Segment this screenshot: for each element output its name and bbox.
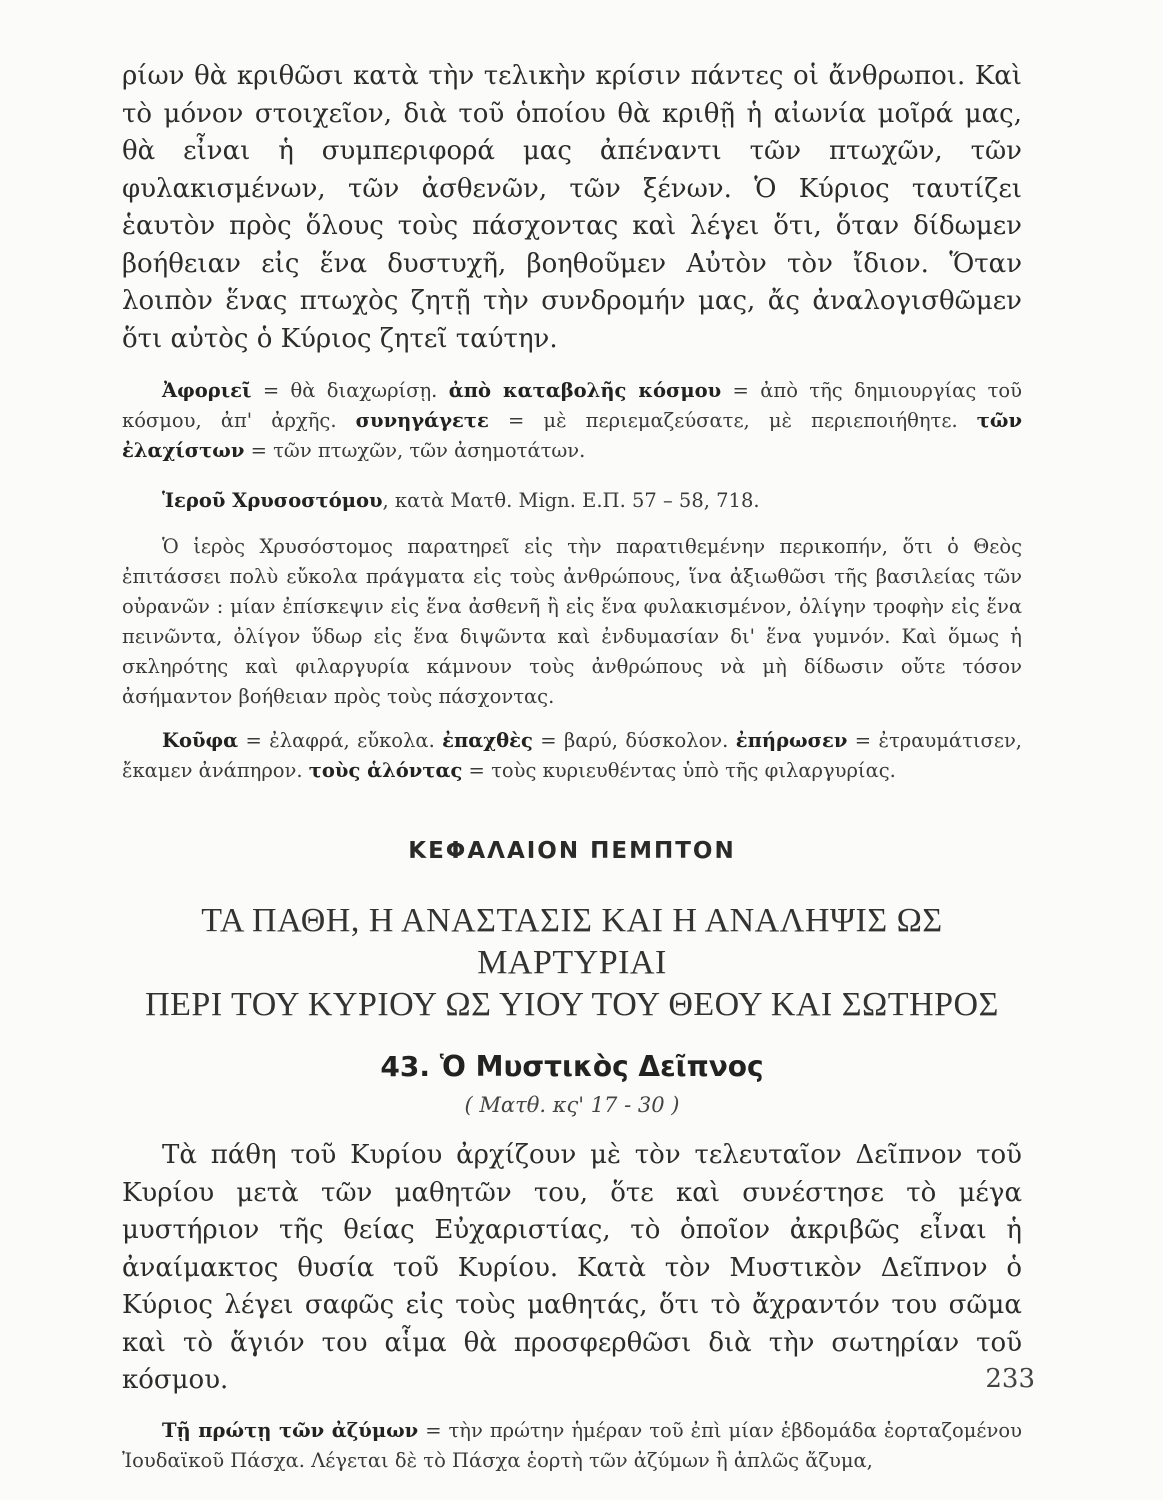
gloss-term: Ἀφοριεῖ <box>162 379 252 402</box>
page-number: 233 <box>985 1364 1035 1394</box>
gloss-definition: = μὲ περιεμαζεύσατε, μὲ περιεποιήθητε. <box>488 409 977 432</box>
gloss-term: ἐπαχθὲς <box>442 729 533 752</box>
gloss-definition: = ἀπὸ τῆς δημιουργίας τοῦ κόσμου, ἀπ' ἀρχῆς. <box>122 379 1022 432</box>
footnote-paragraph <box>122 1416 1022 1476</box>
gloss-term: ἐπήρωσεν <box>735 729 848 752</box>
section-title: 43. Ὁ Μυστικὸς Δεῖπνος <box>380 1050 764 1083</box>
chapter-title <box>122 900 1022 1026</box>
chapter-title-line-2: ΠΕΡΙ ΤΟΥ ΚΥΡΙΟΥ ΩΣ ΥΙΟΥ ΤΟΥ ΘΕΟΥ ΚΑΙ ΣΩΤΗΡΟΣ <box>145 986 999 1023</box>
gloss-definition: = τῶν πτωχῶν, τῶν ἀσημοτάτων. <box>244 439 586 462</box>
page-content <box>122 58 1022 1476</box>
gloss-definition: = τοὺς κυριευθέντας ὑπὸ τῆς φιλαργυρίας. <box>462 759 896 782</box>
chapter-label: ΚΕΦΑΛΑΙΟΝ ΠΕΜΠΤΟΝ <box>408 838 736 864</box>
note-definition: = τὴν πρώτην ἡμέραν τοῦ ἐπὶ μίαν ἑβδομάδα ἑορταζομένου Ἰουδαϊκοῦ Πάσχα. Λέγεται δὲ τὸ Πάσχα ἑορτὴ τῶν ἀζύμων ἢ ἁπλῶς ἄζυμα, <box>122 1418 1022 1472</box>
section-reference: ( Ματθ. κς' 17 - 30 ) <box>464 1093 680 1117</box>
glossary-block-1 <box>122 376 1022 466</box>
source-reference: , κατὰ Ματθ. Mign. Ε.Π. 57 – 58, 718. <box>382 489 760 512</box>
gloss-term: τῶν ἐλαχίστων <box>122 409 1022 462</box>
gloss-definition: = θὰ διαχωρίσῃ. <box>251 379 449 402</box>
source-author: Ἱεροῦ Χρυσοστόμου <box>162 489 383 512</box>
chapter-title-line-1: ΤΑ ΠΑΘΗ, Η ΑΝΑΣΤΑΣΙΣ ΚΑΙ Η ΑΝΑΛΗΨΙΣ ΩΣ ΜΑΡΤΥΡΙΑΙ <box>201 902 943 981</box>
gloss-term: τοὺς ἁλόντας <box>308 759 463 782</box>
gloss-term: Κοῦφα <box>162 729 239 752</box>
gloss-definition: = ἐτραυμάτισεν, ἔκαμεν ἀνάπηρον. <box>122 729 1022 782</box>
gloss-definition: = βαρύ, δύσκολον. <box>532 729 736 752</box>
gloss-definition: = ἐλαφρά, εὔκολα. <box>238 729 443 752</box>
commentary-paragraph: Ὁ ἱερὸς Χρυσόστομος παρατηρεῖ εἰς τὴν παρατιθεμένην περικοπήν, ὅτι ὁ Θεὸς ἐπιτάσσει πολὺ εὔκολα πράγματα εἰς τοὺς ἀνθρώπους, ἵνα ἀξιωθῶσι τῆς βασιλείας τῶν οὐρανῶν : μίαν ἐπίσκεψιν εἰς ἕνα ἀσθενῆ ἢ εἰς ἕνα φυλακισμένον, ὀλίγην τροφὴν εἰς ἕνα πεινῶντα, ὀλίγον ὕδωρ εἰς ἕνα διψῶντα καὶ ἐνδυμασίαν δι' ἕνα γυμνόν. Καὶ ὅμως ἡ σκληρότης καὶ φιλαργυρία κάμνουν τοὺς ἀνθρώπους νὰ μὴ δίδωσιν οὔτε τόσον ἀσήμαντον βοήθειαν πρὸς τοὺς πάσχοντας. <box>122 535 1022 708</box>
main-paragraph: Τὰ πάθη τοῦ Κυρίου ἀρχίζουν μὲ τὸν τελευταῖον Δεῖπνον τοῦ Κυρίου μετὰ τῶν μαθητῶν του, ὅτε καὶ συνέστησε τὸ μέγα μυστήριον τῆς θείας Εὐχαριστίας, τὸ ὁποῖον ἀκριβῶς εἶναι ἡ ἀναίμακτος θυσία τοῦ Κυρίου. Κατὰ τὸν Μυστικὸν Δεῖπνον ὁ Κύριος λέγει σαφῶς εἰς τοὺς μαθητάς, ὅτι τὸ ἄχραντόν του σῶμα καὶ τὸ ἅγιόν του αἷμα θὰ προσφερθῶσι διὰ τὴν σωτηρίαν τοῦ κόσμου. <box>122 1140 1022 1395</box>
note-term: Τῇ πρώτῃ τῶν ἀζύμων <box>162 1418 419 1442</box>
top-paragraph: ρίων θὰ κριθῶσι κατὰ τὴν τελικὴν κρίσιν πάντες οἱ ἄνθρωποι. Καὶ τὸ μόνον στοιχεῖον, διὰ τοῦ ὁποίου θὰ κριθῇ ἡ αἰωνία μοῖρά μας, θὰ εἶναι ἡ συμπεριφορά μας ἀπέναντι τῶν πτωχῶν, τῶν φυλακισμένων, τῶν ἀσθενῶν, τῶν ξένων. Ὁ Κύριος ταυτίζει ἑαυτὸν πρὸς ὅλους τοὺς πάσχοντας καὶ λέγει ὅτι, ὅταν δίδωμεν βοήθειαν εἰς ἕνα δυστυχῆ, βοηθοῦμεν Αὐτὸν τὸν ἴδιον. Ὅταν λοιπὸν ἕνας πτωχὸς ζητῇ τὴν συνδρομήν μας, ἄς ἀναλογισθῶμεν ὅτι αὐτὸς ὁ Κύριος ζητεῖ ταύτην. <box>122 61 1022 354</box>
glossary-block-2 <box>122 726 1022 786</box>
gloss-term: ἀπὸ καταβολῆς κόσμου <box>448 379 722 402</box>
source-citation <box>122 486 1022 516</box>
gloss-term: συνηγάγετε <box>355 409 489 432</box>
